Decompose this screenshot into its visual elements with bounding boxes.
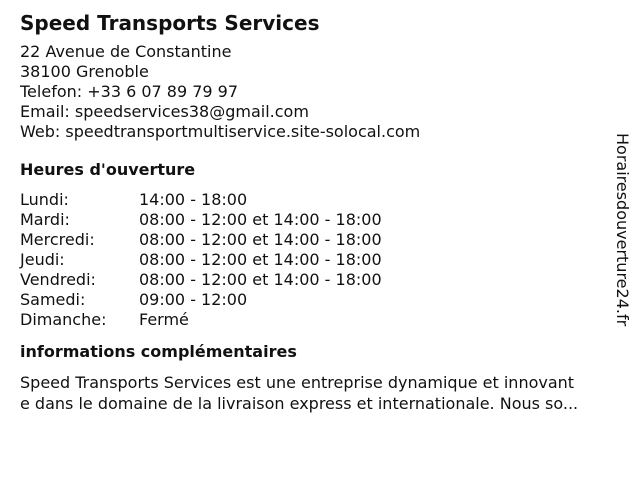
address-line-street: 22 Avenue de Constantine (20, 42, 232, 61)
description-line: Speed Transports Services est une entreprise dynamique et innovant (20, 373, 575, 392)
additional-info-heading: informations complémentaires (20, 342, 297, 361)
hours-day: Samedi: (20, 290, 86, 309)
hours-row-saturday (20, 290, 620, 310)
business-card (20, 10, 620, 414)
opening-hours-heading: Heures d'ouverture (20, 160, 196, 179)
hours-time: 08:00 - 12:00 et 14:00 - 18:00 (139, 270, 382, 289)
hours-row-sunday (20, 310, 620, 330)
hours-day: Jeudi: (20, 250, 65, 269)
hours-day: Vendredi: (20, 270, 96, 289)
hours-row-wednesday (20, 230, 620, 250)
business-description (20, 372, 628, 414)
phone-line: Telefon: +33 6 07 89 79 97 (20, 82, 239, 101)
hours-row-friday (20, 270, 620, 290)
description-line: e dans le domaine de la livraison express et internationale. Nous so... (20, 394, 579, 413)
hours-time: 14:00 - 18:00 (139, 190, 248, 209)
hours-time: 08:00 - 12:00 et 14:00 - 18:00 (139, 210, 382, 229)
web-line: Web: speedtransportmultiservice.site-solocal.com (20, 122, 421, 141)
email-line: Email: speedservices38@gmail.com (20, 102, 309, 121)
hours-time: 09:00 - 12:00 (139, 290, 248, 309)
site-watermark: Horairesdouverture24.fr (613, 133, 632, 327)
hours-day: Lundi: (20, 190, 69, 209)
opening-hours-table (20, 190, 620, 330)
hours-day: Mardi: (20, 210, 70, 229)
hours-row-thursday (20, 250, 620, 270)
hours-time: Fermé (139, 310, 189, 329)
business-name: Speed Transports Services (20, 11, 320, 35)
hours-time: 08:00 - 12:00 et 14:00 - 18:00 (139, 230, 382, 249)
hours-time: 08:00 - 12:00 et 14:00 - 18:00 (139, 250, 382, 269)
hours-row-tuesday (20, 210, 620, 230)
hours-row-monday (20, 190, 620, 210)
hours-day: Dimanche: (20, 310, 107, 329)
hours-day: Mercredi: (20, 230, 95, 249)
address-line-city: 38100 Grenoble (20, 62, 149, 81)
